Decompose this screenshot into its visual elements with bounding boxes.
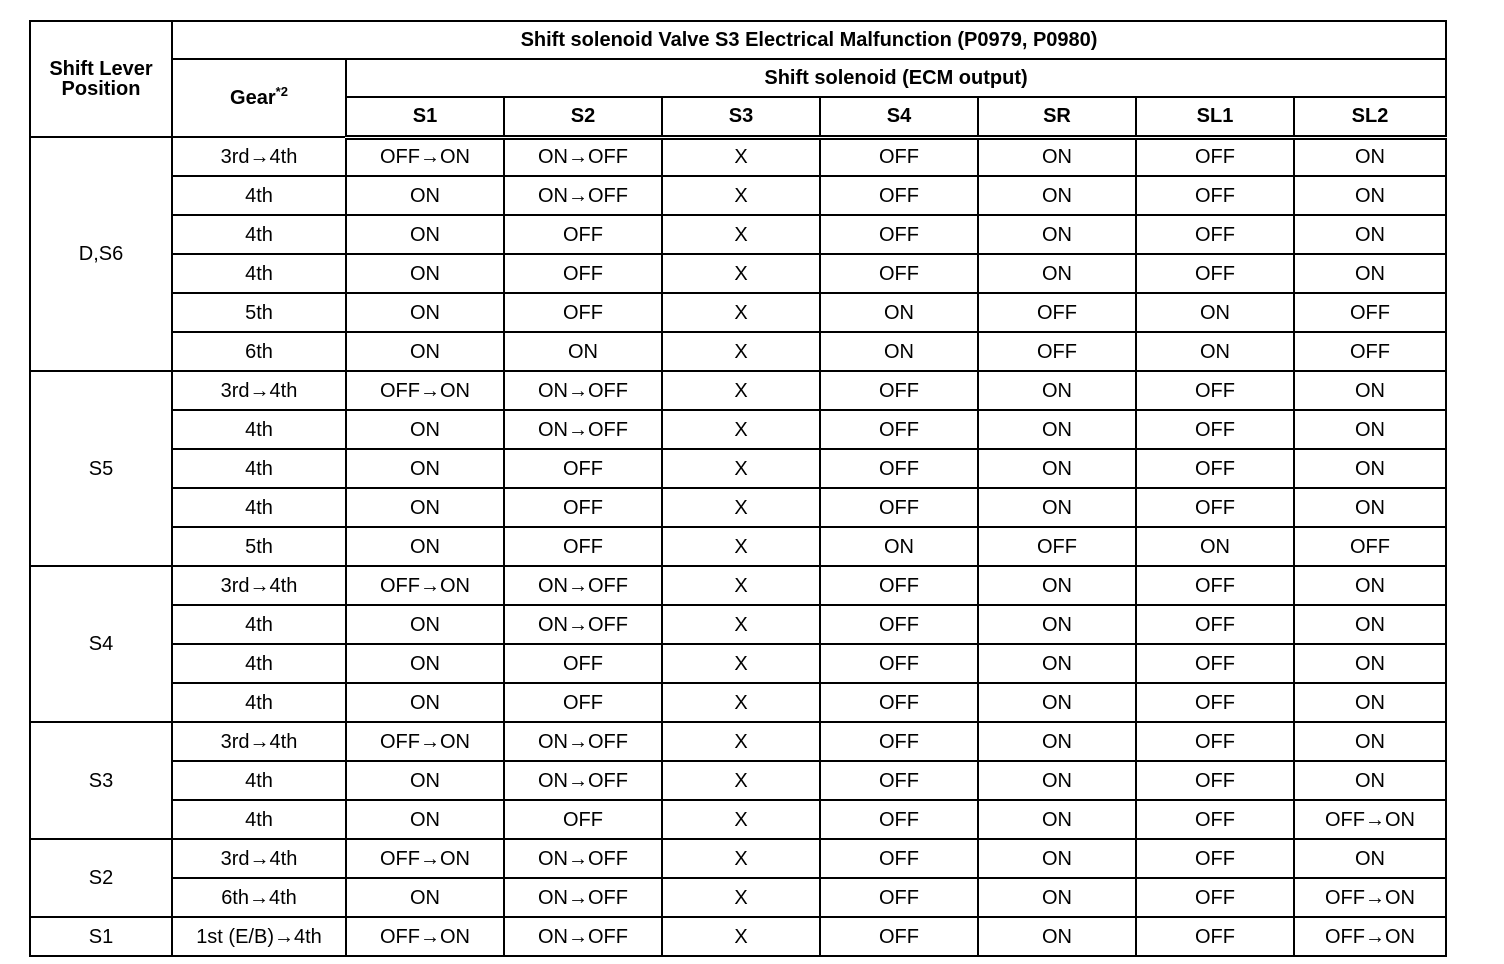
solenoid-state-cell-s2: ON→OFF bbox=[504, 410, 662, 449]
solenoid-state-cell-s1: ON bbox=[346, 878, 504, 917]
solenoid-state-cell-s1: OFF→ON bbox=[346, 137, 504, 176]
solenoid-state-cell-s4: OFF bbox=[820, 605, 978, 644]
solenoid-state-cell-sr: ON bbox=[978, 800, 1136, 839]
solenoid-state-cell-s1: ON bbox=[346, 254, 504, 293]
gear-cell: 4th bbox=[172, 410, 346, 449]
solenoid-state-cell-s1: ON bbox=[346, 332, 504, 371]
solenoid-state-cell-sl1: OFF bbox=[1136, 878, 1294, 917]
solenoid-state-cell-sr: OFF bbox=[978, 527, 1136, 566]
solenoid-state-cell-s2: OFF bbox=[504, 293, 662, 332]
solenoid-state-cell-s3: X bbox=[662, 527, 820, 566]
gear-cell: 3rd→4th bbox=[172, 839, 346, 878]
solenoid-state-cell-sl1: OFF bbox=[1136, 137, 1294, 176]
solenoid-state-cell-sr: ON bbox=[978, 566, 1136, 605]
solenoid-state-cell-sl1: OFF bbox=[1136, 683, 1294, 722]
solenoid-state-cell-s4: OFF bbox=[820, 800, 978, 839]
column-header-s2: S2 bbox=[504, 97, 662, 137]
solenoid-state-cell-s2: OFF bbox=[504, 644, 662, 683]
solenoid-state-cell-s3: X bbox=[662, 605, 820, 644]
column-header-sl1: SL1 bbox=[1136, 97, 1294, 137]
solenoid-state-cell-s4: OFF bbox=[820, 644, 978, 683]
solenoid-state-cell-s1: ON bbox=[346, 215, 504, 254]
solenoid-state-cell-sr: ON bbox=[978, 761, 1136, 800]
solenoid-state-cell-s4: OFF bbox=[820, 254, 978, 293]
solenoid-state-cell-s4: OFF bbox=[820, 761, 978, 800]
solenoid-state-cell-sl2: OFF bbox=[1294, 527, 1446, 566]
solenoid-state-cell-s1: OFF→ON bbox=[346, 839, 504, 878]
output-group-header: Shift solenoid (ECM output) bbox=[346, 59, 1446, 97]
table-row bbox=[30, 527, 1446, 566]
solenoid-state-cell-s3: X bbox=[662, 917, 820, 956]
table-row bbox=[30, 839, 1446, 878]
column-header-sl2: SL2 bbox=[1294, 97, 1446, 137]
gear-cell: 4th bbox=[172, 605, 346, 644]
solenoid-state-cell-sl2: OFF→ON bbox=[1294, 800, 1446, 839]
solenoid-state-cell-sr: ON bbox=[978, 917, 1136, 956]
solenoid-state-cell-s3: X bbox=[662, 488, 820, 527]
solenoid-state-cell-sl2: OFF→ON bbox=[1294, 917, 1446, 956]
solenoid-state-cell-sl1: OFF bbox=[1136, 761, 1294, 800]
gear-cell: 4th bbox=[172, 488, 346, 527]
gear-cell: 4th bbox=[172, 800, 346, 839]
solenoid-state-cell-s1: ON bbox=[346, 800, 504, 839]
gear-cell: 3rd→4th bbox=[172, 722, 346, 761]
solenoid-state-cell-sl2: OFF bbox=[1294, 293, 1446, 332]
gear-cell: 4th bbox=[172, 215, 346, 254]
solenoid-state-cell-s2: ON→OFF bbox=[504, 176, 662, 215]
solenoid-state-cell-sl1: OFF bbox=[1136, 215, 1294, 254]
solenoid-state-cell-s1: OFF→ON bbox=[346, 371, 504, 410]
solenoid-state-cell-sl2: ON bbox=[1294, 254, 1446, 293]
solenoid-state-cell-s3: X bbox=[662, 644, 820, 683]
solenoid-state-cell-s2: OFF bbox=[504, 527, 662, 566]
solenoid-state-cell-s4: OFF bbox=[820, 488, 978, 527]
solenoid-state-cell-sl1: OFF bbox=[1136, 449, 1294, 488]
solenoid-state-cell-sr: OFF bbox=[978, 332, 1136, 371]
solenoid-state-cell-sr: OFF bbox=[978, 293, 1136, 332]
table-row bbox=[30, 566, 1446, 605]
solenoid-state-cell-s3: X bbox=[662, 683, 820, 722]
solenoid-state-cell-s2: ON→OFF bbox=[504, 839, 662, 878]
table-row bbox=[30, 332, 1446, 371]
shift-lever-position-cell: D,S6 bbox=[30, 137, 172, 371]
solenoid-state-cell-s2: ON bbox=[504, 332, 662, 371]
solenoid-state-cell-sl2: ON bbox=[1294, 722, 1446, 761]
solenoid-state-cell-s1: ON bbox=[346, 644, 504, 683]
solenoid-state-cell-s1: OFF→ON bbox=[346, 917, 504, 956]
solenoid-state-cell-sl1: OFF bbox=[1136, 917, 1294, 956]
solenoid-state-cell-sl1: OFF bbox=[1136, 566, 1294, 605]
header-row-title bbox=[30, 21, 1446, 59]
gear-cell: 6th→4th bbox=[172, 878, 346, 917]
solenoid-state-cell-sl2: OFF bbox=[1294, 332, 1446, 371]
solenoid-state-cell-sl1: OFF bbox=[1136, 722, 1294, 761]
solenoid-state-cell-s3: X bbox=[662, 566, 820, 605]
solenoid-state-cell-s2: OFF bbox=[504, 683, 662, 722]
gear-cell: 4th bbox=[172, 254, 346, 293]
solenoid-state-cell-s2: ON→OFF bbox=[504, 605, 662, 644]
table-row bbox=[30, 449, 1446, 488]
solenoid-state-cell-sr: ON bbox=[978, 410, 1136, 449]
table-row bbox=[30, 176, 1446, 215]
solenoid-table-container bbox=[29, 20, 1447, 957]
lever-position-header-line2: Position bbox=[61, 78, 141, 100]
gear-header bbox=[172, 59, 346, 137]
solenoid-state-cell-s1: OFF→ON bbox=[346, 566, 504, 605]
table-row bbox=[30, 215, 1446, 254]
solenoid-state-cell-s3: X bbox=[662, 839, 820, 878]
solenoid-state-cell-s1: ON bbox=[346, 410, 504, 449]
gear-cell: 5th bbox=[172, 293, 346, 332]
table-row bbox=[30, 722, 1446, 761]
solenoid-state-cell-s3: X bbox=[662, 800, 820, 839]
solenoid-state-cell-s4: ON bbox=[820, 527, 978, 566]
solenoid-state-cell-s2: ON→OFF bbox=[504, 566, 662, 605]
solenoid-state-cell-s4: OFF bbox=[820, 917, 978, 956]
solenoid-state-cell-s3: X bbox=[662, 410, 820, 449]
solenoid-state-cell-s4: OFF bbox=[820, 410, 978, 449]
solenoid-state-cell-sl1: OFF bbox=[1136, 839, 1294, 878]
solenoid-state-cell-s2: OFF bbox=[504, 800, 662, 839]
solenoid-state-cell-sr: ON bbox=[978, 722, 1136, 761]
table-row bbox=[30, 878, 1446, 917]
solenoid-state-cell-sl1: OFF bbox=[1136, 371, 1294, 410]
solenoid-state-cell-sr: ON bbox=[978, 176, 1136, 215]
solenoid-state-cell-sr: ON bbox=[978, 488, 1136, 527]
solenoid-state-cell-s2: ON→OFF bbox=[504, 761, 662, 800]
solenoid-state-cell-s2: OFF bbox=[504, 488, 662, 527]
solenoid-state-cell-s3: X bbox=[662, 722, 820, 761]
solenoid-state-cell-s4: OFF bbox=[820, 176, 978, 215]
solenoid-state-cell-sl1: OFF bbox=[1136, 644, 1294, 683]
solenoid-state-cell-sl2: ON bbox=[1294, 566, 1446, 605]
solenoid-state-cell-s1: ON bbox=[346, 527, 504, 566]
solenoid-state-cell-sl2: ON bbox=[1294, 449, 1446, 488]
solenoid-state-cell-sr: ON bbox=[978, 215, 1136, 254]
solenoid-state-cell-s4: OFF bbox=[820, 683, 978, 722]
column-header-s3: S3 bbox=[662, 97, 820, 137]
solenoid-state-cell-s1: ON bbox=[346, 293, 504, 332]
gear-cell: 5th bbox=[172, 527, 346, 566]
solenoid-state-cell-sr: ON bbox=[978, 254, 1136, 293]
table-row bbox=[30, 293, 1446, 332]
solenoid-state-cell-s4: OFF bbox=[820, 839, 978, 878]
solenoid-state-cell-sl2: ON bbox=[1294, 644, 1446, 683]
solenoid-state-cell-sl1: OFF bbox=[1136, 176, 1294, 215]
table-row bbox=[30, 371, 1446, 410]
solenoid-state-cell-sl2: ON bbox=[1294, 371, 1446, 410]
solenoid-state-cell-sl1: OFF bbox=[1136, 488, 1294, 527]
solenoid-state-cell-s2: OFF bbox=[504, 449, 662, 488]
gear-cell: 4th bbox=[172, 449, 346, 488]
table-row bbox=[30, 137, 1446, 176]
table-row bbox=[30, 917, 1446, 956]
solenoid-state-cell-sl2: ON bbox=[1294, 137, 1446, 176]
solenoid-state-cell-sl1: ON bbox=[1136, 293, 1294, 332]
solenoid-state-cell-sl2: ON bbox=[1294, 761, 1446, 800]
table-row bbox=[30, 683, 1446, 722]
solenoid-state-cell-sl1: OFF bbox=[1136, 254, 1294, 293]
solenoid-state-cell-sl1: ON bbox=[1136, 332, 1294, 371]
solenoid-state-cell-s2: ON→OFF bbox=[504, 371, 662, 410]
shift-lever-position-cell: S5 bbox=[30, 371, 172, 566]
solenoid-state-cell-sl2: ON bbox=[1294, 605, 1446, 644]
solenoid-state-cell-s3: X bbox=[662, 137, 820, 176]
solenoid-state-cell-sl2: ON bbox=[1294, 410, 1446, 449]
gear-header-label: Gear bbox=[230, 87, 276, 109]
gear-cell: 6th bbox=[172, 332, 346, 371]
table-row bbox=[30, 410, 1446, 449]
gear-cell: 4th bbox=[172, 176, 346, 215]
solenoid-state-cell-s2: OFF bbox=[504, 254, 662, 293]
column-header-sr: SR bbox=[978, 97, 1136, 137]
solenoid-state-cell-s2: ON→OFF bbox=[504, 137, 662, 176]
shift-lever-position-cell: S1 bbox=[30, 917, 172, 956]
solenoid-state-cell-s4: OFF bbox=[820, 722, 978, 761]
solenoid-state-cell-s3: X bbox=[662, 293, 820, 332]
table-row bbox=[30, 644, 1446, 683]
solenoid-state-cell-s4: OFF bbox=[820, 878, 978, 917]
lever-position-header-line1: Shift Lever bbox=[49, 58, 153, 80]
gear-cell: 1st (E/B)→4th bbox=[172, 917, 346, 956]
solenoid-state-cell-s1: ON bbox=[346, 488, 504, 527]
solenoid-state-cell-sl1: OFF bbox=[1136, 800, 1294, 839]
solenoid-state-cell-s4: ON bbox=[820, 332, 978, 371]
solenoid-state-cell-sl2: ON bbox=[1294, 488, 1446, 527]
lever-position-header bbox=[30, 21, 172, 137]
solenoid-state-cell-s1: OFF→ON bbox=[346, 722, 504, 761]
solenoid-state-cell-sr: ON bbox=[978, 878, 1136, 917]
solenoid-state-cell-sl2: ON bbox=[1294, 176, 1446, 215]
solenoid-state-cell-s3: X bbox=[662, 215, 820, 254]
table-body bbox=[30, 21, 1446, 956]
solenoid-state-cell-s4: OFF bbox=[820, 449, 978, 488]
table-row bbox=[30, 761, 1446, 800]
table-row bbox=[30, 800, 1446, 839]
table-title: Shift solenoid Valve S3 Electrical Malfunction (P0979, P0980) bbox=[172, 21, 1446, 59]
gear-cell: 4th bbox=[172, 683, 346, 722]
solenoid-state-cell-s4: OFF bbox=[820, 215, 978, 254]
solenoid-state-cell-s1: ON bbox=[346, 176, 504, 215]
solenoid-state-cell-s4: OFF bbox=[820, 371, 978, 410]
solenoid-table bbox=[29, 20, 1447, 957]
solenoid-state-cell-s2: ON→OFF bbox=[504, 917, 662, 956]
solenoid-state-cell-s2: ON→OFF bbox=[504, 878, 662, 917]
header-row-group bbox=[30, 59, 1446, 97]
solenoid-state-cell-s3: X bbox=[662, 449, 820, 488]
solenoid-state-cell-s3: X bbox=[662, 254, 820, 293]
solenoid-state-cell-sl1: OFF bbox=[1136, 605, 1294, 644]
solenoid-state-cell-sl1: OFF bbox=[1136, 410, 1294, 449]
solenoid-state-cell-s3: X bbox=[662, 371, 820, 410]
gear-cell: 4th bbox=[172, 644, 346, 683]
solenoid-state-cell-s2: OFF bbox=[504, 215, 662, 254]
solenoid-state-cell-sr: ON bbox=[978, 605, 1136, 644]
solenoid-state-cell-s4: OFF bbox=[820, 566, 978, 605]
solenoid-state-cell-s3: X bbox=[662, 176, 820, 215]
gear-cell: 4th bbox=[172, 761, 346, 800]
table-row bbox=[30, 254, 1446, 293]
solenoid-state-cell-s3: X bbox=[662, 878, 820, 917]
solenoid-state-cell-s2: ON→OFF bbox=[504, 722, 662, 761]
solenoid-state-cell-sr: ON bbox=[978, 683, 1136, 722]
solenoid-state-cell-sr: ON bbox=[978, 371, 1136, 410]
solenoid-state-cell-sr: ON bbox=[978, 449, 1136, 488]
column-header-s4: S4 bbox=[820, 97, 978, 137]
shift-lever-position-cell: S4 bbox=[30, 566, 172, 722]
solenoid-state-cell-s3: X bbox=[662, 761, 820, 800]
gear-cell: 3rd→4th bbox=[172, 137, 346, 176]
solenoid-state-cell-s3: X bbox=[662, 332, 820, 371]
solenoid-state-cell-sl2: ON bbox=[1294, 215, 1446, 254]
gear-cell: 3rd→4th bbox=[172, 566, 346, 605]
shift-lever-position-cell: S3 bbox=[30, 722, 172, 839]
solenoid-state-cell-s1: ON bbox=[346, 761, 504, 800]
solenoid-state-cell-s1: ON bbox=[346, 605, 504, 644]
gear-cell: 3rd→4th bbox=[172, 371, 346, 410]
solenoid-state-cell-sr: ON bbox=[978, 137, 1136, 176]
solenoid-state-cell-sr: ON bbox=[978, 839, 1136, 878]
table-row bbox=[30, 605, 1446, 644]
solenoid-state-cell-sl2: OFF→ON bbox=[1294, 878, 1446, 917]
gear-footnote-mark: *2 bbox=[275, 84, 288, 99]
solenoid-state-cell-sl1: ON bbox=[1136, 527, 1294, 566]
solenoid-state-cell-sr: ON bbox=[978, 644, 1136, 683]
solenoid-state-cell-s4: OFF bbox=[820, 137, 978, 176]
solenoid-state-cell-s1: ON bbox=[346, 449, 504, 488]
solenoid-state-cell-sl2: ON bbox=[1294, 839, 1446, 878]
solenoid-state-cell-sl2: ON bbox=[1294, 683, 1446, 722]
column-header-s1: S1 bbox=[346, 97, 504, 137]
solenoid-state-cell-s4: ON bbox=[820, 293, 978, 332]
solenoid-state-cell-s1: ON bbox=[346, 683, 504, 722]
table-row bbox=[30, 488, 1446, 527]
shift-lever-position-cell: S2 bbox=[30, 839, 172, 917]
